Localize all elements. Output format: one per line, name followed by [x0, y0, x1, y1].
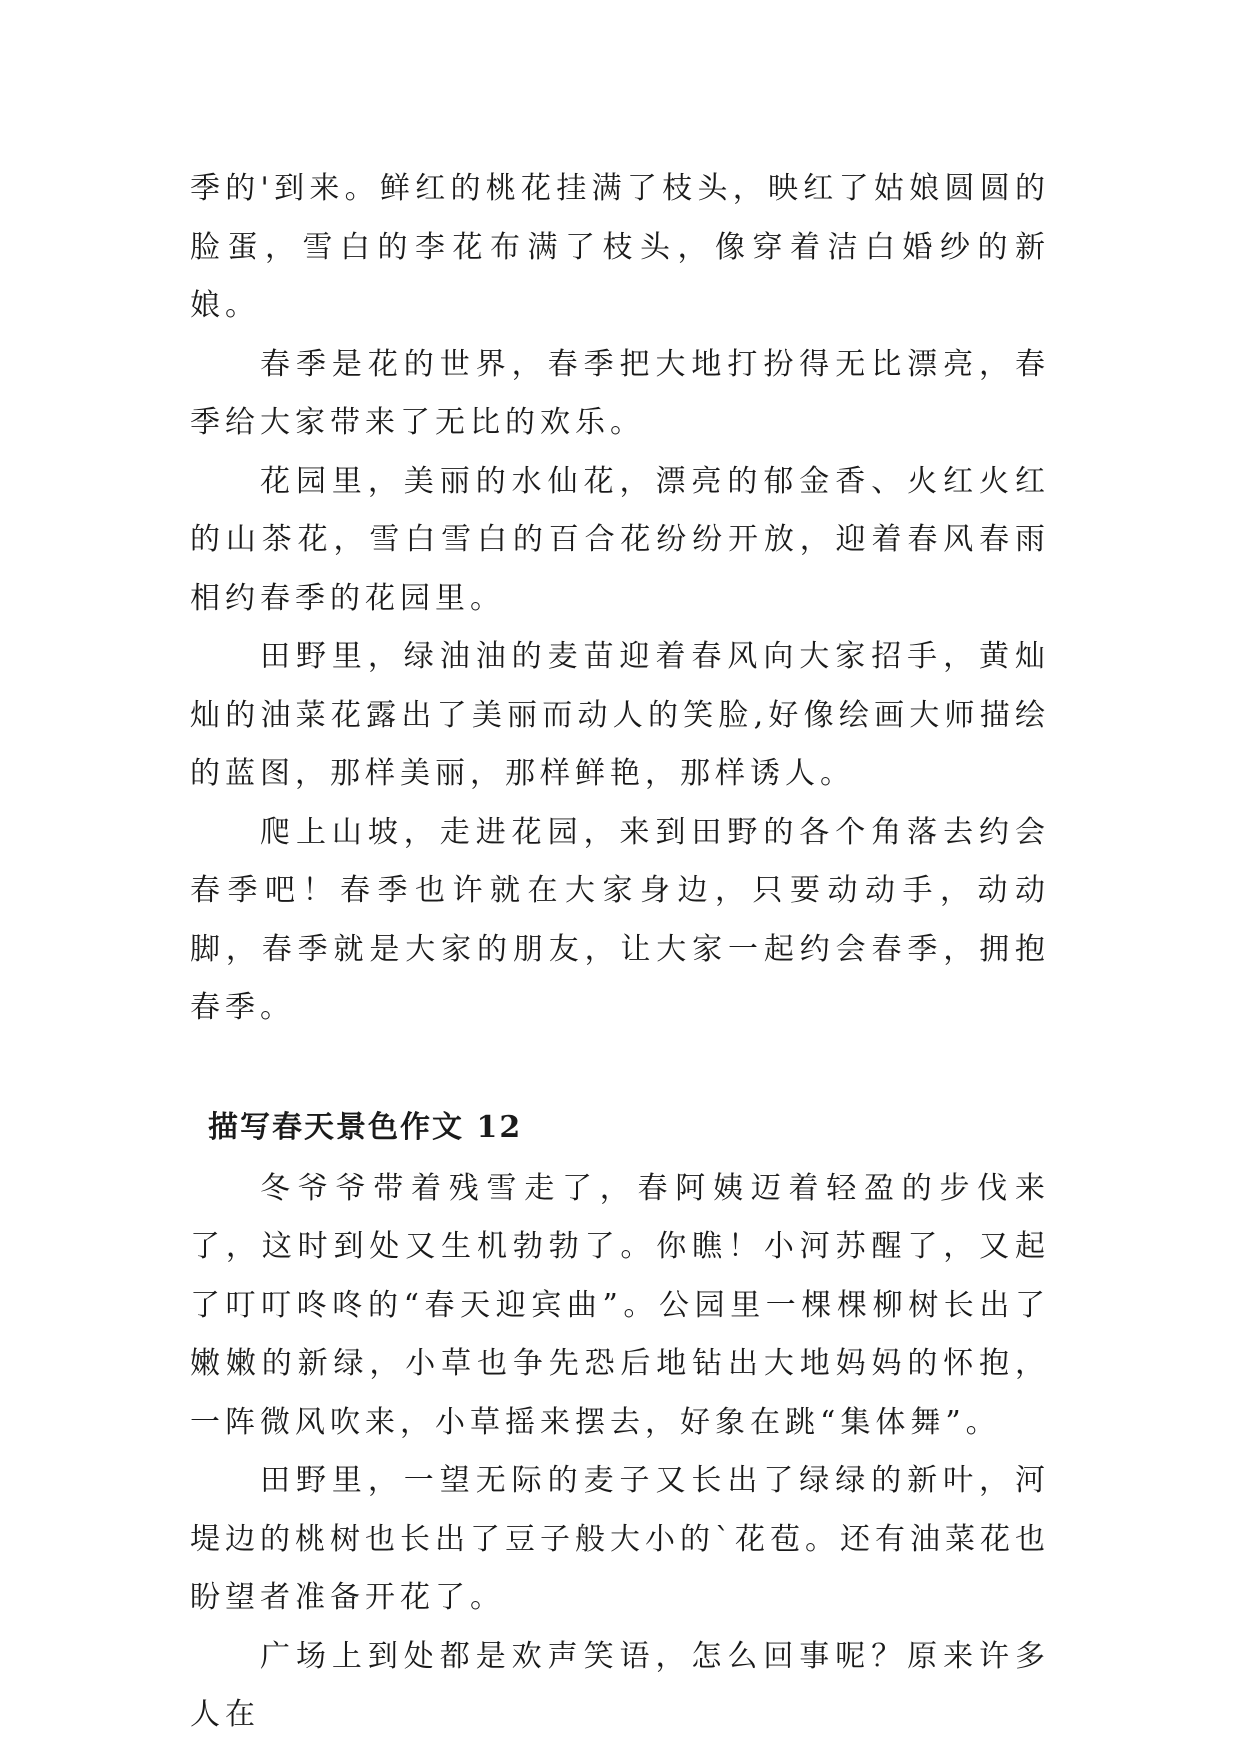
paragraph: 爬上山坡，走进花园，来到田野的各个角落去约会春季吧！春季也许就在大家身边，只要动动手，动动脚，春季就是大家的朋友，让大家一起约会春季，拥抱春季。	[190, 814, 1050, 1025]
document-body	[190, 160, 1050, 1745]
paragraph: 田野里，绿油油的麦苗迎着春风向大家招手，黄灿灿的油菜花露出了美丽而动人的笑脸,好像绘画大师描绘的蓝图，那样美丽，那样鲜艳，那样诱人。	[190, 639, 1050, 791]
paragraph: 广场上到处都是欢声笑语，怎么回事呢？原来许多人在	[190, 1638, 1050, 1732]
paragraph: 花园里，美丽的水仙花，漂亮的郁金香、火红火红的山茶花，雪白雪白的百合花纷纷开放，迎着春风春雨相约春季的花园里。	[190, 463, 1050, 616]
section-heading: 描写春天景色作文 12	[208, 1109, 523, 1145]
paragraph-continued: 季的'到来。鲜红的桃花挂满了枝头，映红了姑娘圆圆的脸蛋，雪白的李花布满了枝头，像穿着洁白婚纱的新娘。	[190, 171, 1050, 323]
paragraph: 春季是花的世界，春季把大地打扮得无比漂亮，春季给大家带来了无比的欢乐。	[190, 346, 1050, 440]
paragraph: 田野里，一望无际的麦子又长出了绿绿的新叶，河堤边的桃树也长出了豆子般大小的`花苞。还有油菜花也盼望者准备开花了。	[190, 1463, 1050, 1615]
paragraph: 冬爷爷带着残雪走了，春阿姨迈着轻盈的步伐来了，这时到处又生机勃勃了。你瞧！小河苏醒了，又起了叮叮咚咚的“春天迎宾曲”。公园里一棵棵柳树长出了嫩嫩的新绿，小草也争先恐后地钻出大地妈妈的怀抱，一阵微风吹来，小草摇来摆去，好象在跳“集体舞”。	[190, 1170, 1050, 1440]
